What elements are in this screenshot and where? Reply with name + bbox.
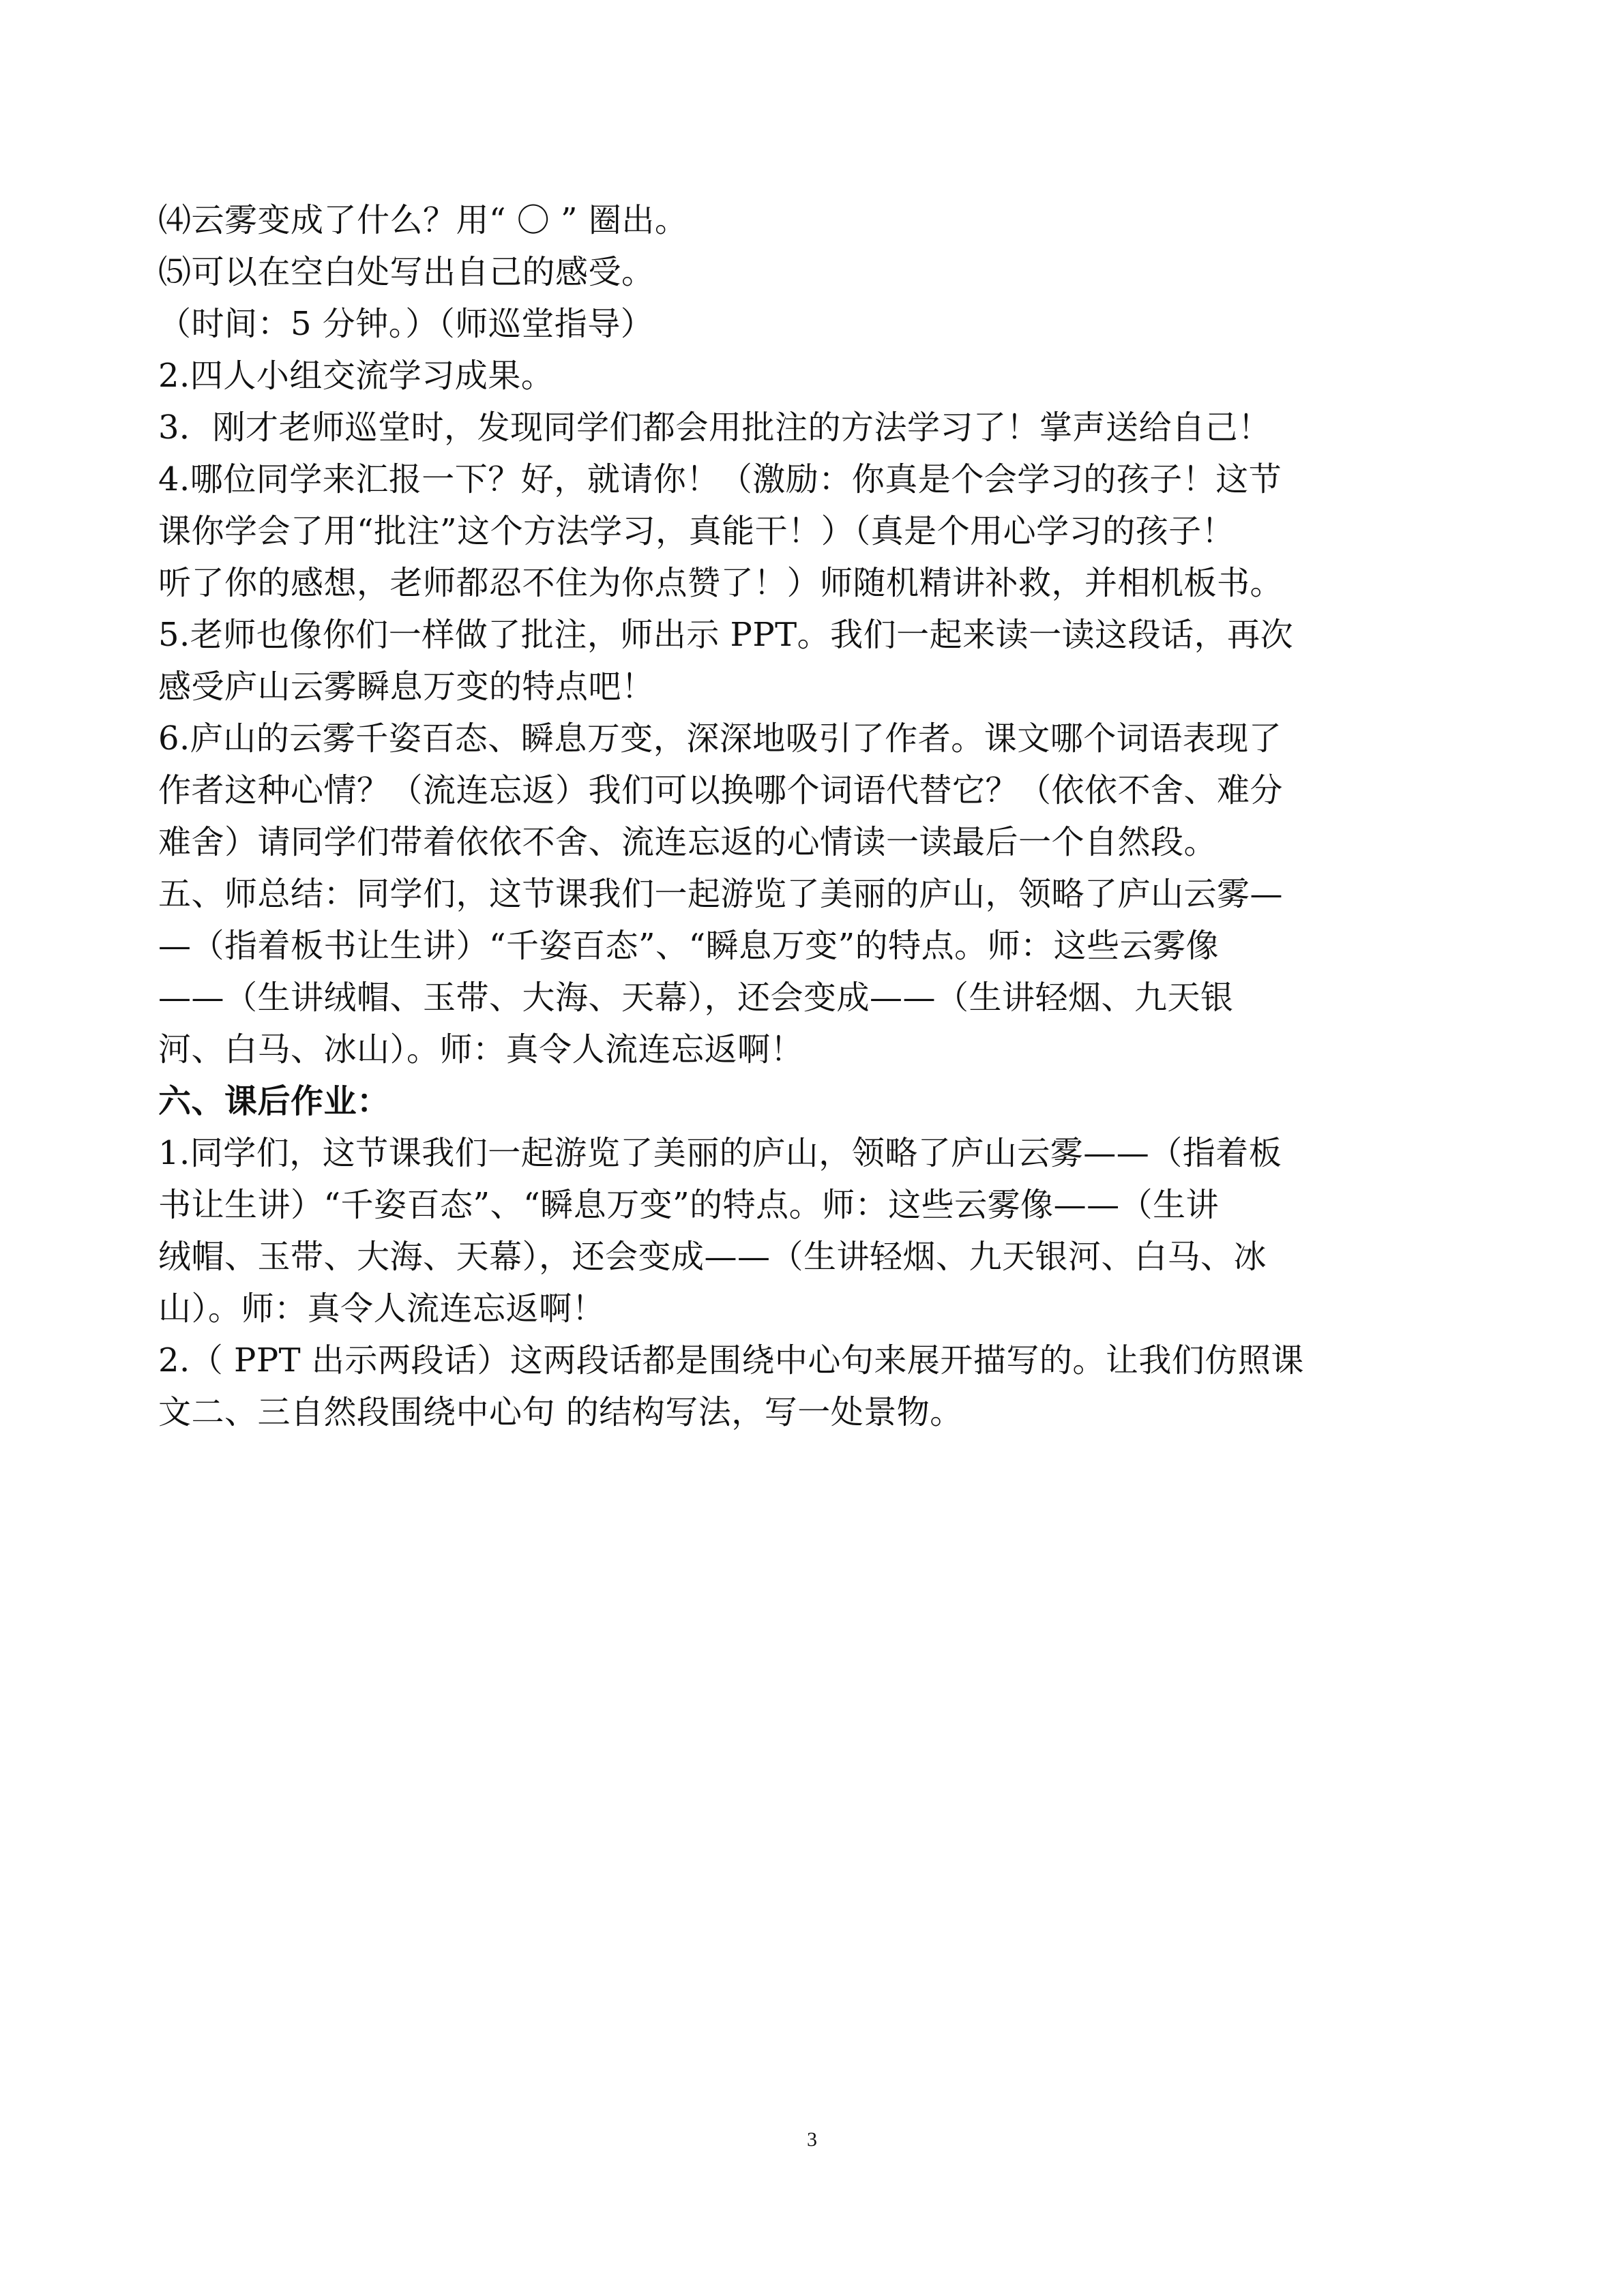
text-line: —（指着板书让生讲）“千姿百态”、“瞬息万变”的特点。师：这些云雾像 [158, 927, 1220, 965]
page-number: 3 [807, 2128, 817, 2151]
text-line: （时间：5 分钟。）（师巡堂指导） [158, 305, 654, 343]
text-line: 书让生讲）“千姿百态”、“瞬息万变”的特点。师：这些云雾像——（生讲 [158, 1186, 1220, 1224]
section-heading-homework: 六、课后作业： [158, 1082, 390, 1120]
text-line: 感受庐山云雾瞬息万变的特点吧！ [158, 668, 655, 706]
text-line: 6.庐山的云雾千姿百态、瞬息万变，深深地吸引了作者。课文哪个词语表现了 [158, 719, 1282, 758]
text-line: ——（生讲绒帽、玉带、大海、天幕），还会变成——（生讲轻烟、九天银 [158, 979, 1234, 1017]
text-line: ⑸可以在空白处写出自己的感受。 [158, 253, 655, 291]
text-line: 难舍）请同学们带着依依不舍、流连忘返的心情读一读最后一个自然段。 [158, 823, 1217, 861]
text-line: 课你学会了用“批注”这个方法学习，真能干！）（真是个用心学习的孩子！ [158, 512, 1235, 550]
text-line: 3．刚才老师巡堂时，发现同学们都会用批注的方法学习了！掌声送给自己！ [158, 408, 1271, 447]
text-line: 听了你的感想，老师都忍不住为你点赞了！）师随机精讲补救，并相机板书。 [158, 564, 1284, 602]
text-line: 2.四人小组交流学习成果。 [158, 357, 555, 395]
text-line: 山）。师：真令人流连忘返啊！ [158, 1289, 606, 1328]
text-line: 2.（ PPT 出示两段话）这两段话都是围绕中心句来展开描写的。让我们仿照课 [158, 1341, 1304, 1380]
text-line: 五、师总结：同学们，这节课我们一起游览了美丽的庐山，领略了庐山云雾— [158, 875, 1284, 913]
document-body [158, 194, 1475, 1438]
text-line: 1.同学们，这节课我们一起游览了美丽的庐山，领略了庐山云雾——（指着板 [158, 1134, 1282, 1172]
text-line: 河、白马、冰山）。师：真令人流连忘返啊！ [158, 1030, 804, 1069]
text-line: 文二、三自然段围绕中心句 的结构写法，写一处景物。 [158, 1393, 963, 1431]
text-line: 5.老师也像你们一样做了批注，师出示 PPT。我们一起来读一读这段话，再次 [158, 616, 1294, 654]
text-line: 4.哪位同学来汇报一下？好，就请你！（激励：你真是个会学习的孩子！这节 [158, 460, 1282, 498]
text-line: 作者这种心情？（流连忘返）我们可以换哪个词语代替它？（依依不舍、难分 [158, 771, 1284, 809]
text-line: 绒帽、玉带、大海、天幕），还会变成——（生讲轻烟、九天银河、白马、冰 [158, 1238, 1267, 1276]
text-line: ⑷云雾变成了什么？用“ 〇 ” 圈出。 [158, 201, 688, 239]
